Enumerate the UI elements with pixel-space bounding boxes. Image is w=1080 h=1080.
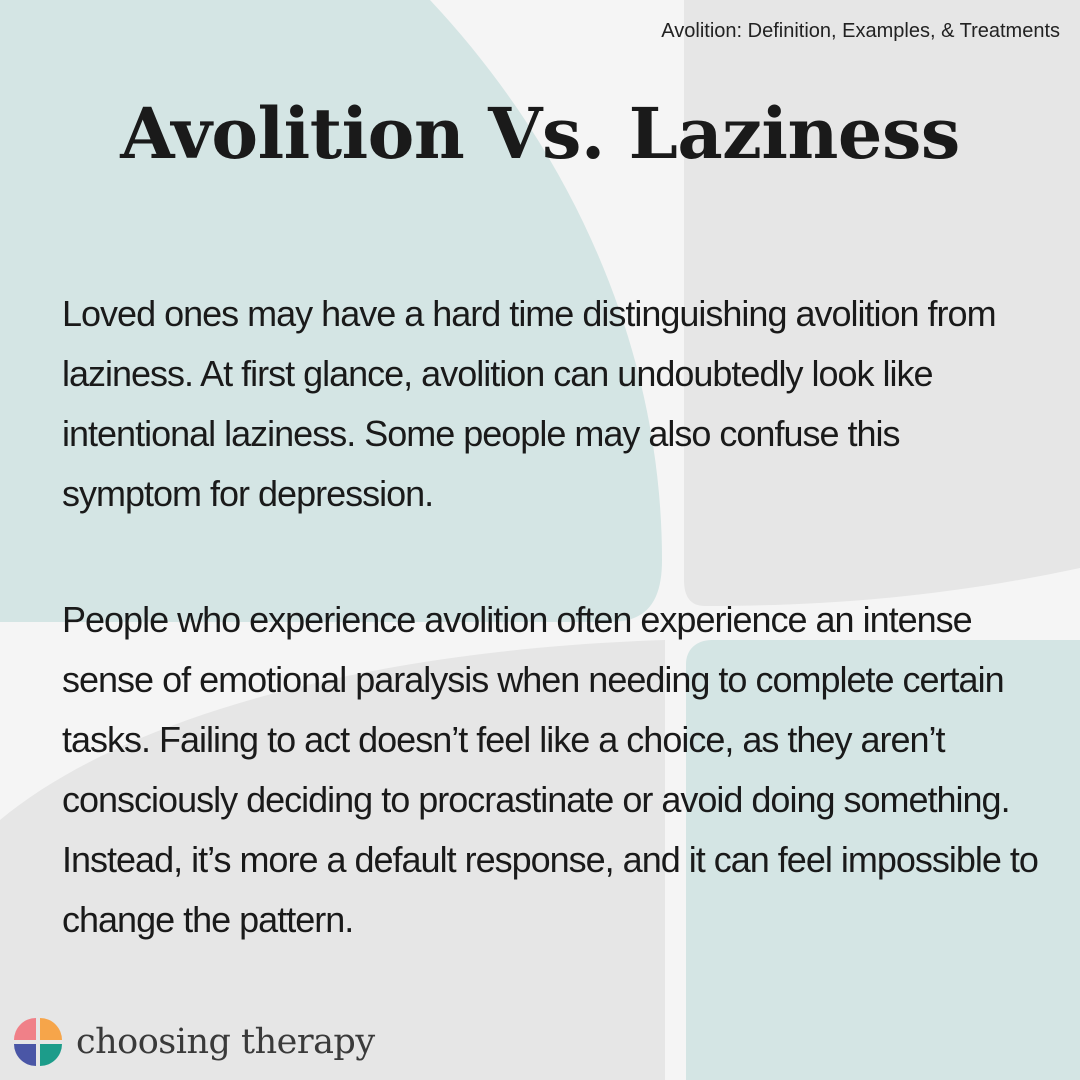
paragraph-1: Loved ones may have a hard time distinguishing avolition from laziness. At first glance, avolition can undoubtedly look like intentional laziness. Some people may also confuse this symptom for depression. — [62, 293, 996, 514]
paragraph-2: People who experience avolition often experience an intense sense of emotional paralysis when needing to complete certain tasks. Failing to act doesn’t feel like a choice, as they aren’t consciously deciding to procrastinate or avoid doing something. Instead, it’s more a default response, and it can feel impossible to change the pattern. — [62, 599, 1038, 940]
main-heading: Avolition Vs. Laziness — [120, 92, 960, 175]
page-header-title: Avolition: Definition, Examples, & Treatments — [661, 20, 1060, 42]
brand-name: choosing therapy — [76, 1022, 375, 1062]
brand-logo — [12, 1016, 375, 1068]
choosing-therapy-logo-icon — [12, 1016, 64, 1068]
